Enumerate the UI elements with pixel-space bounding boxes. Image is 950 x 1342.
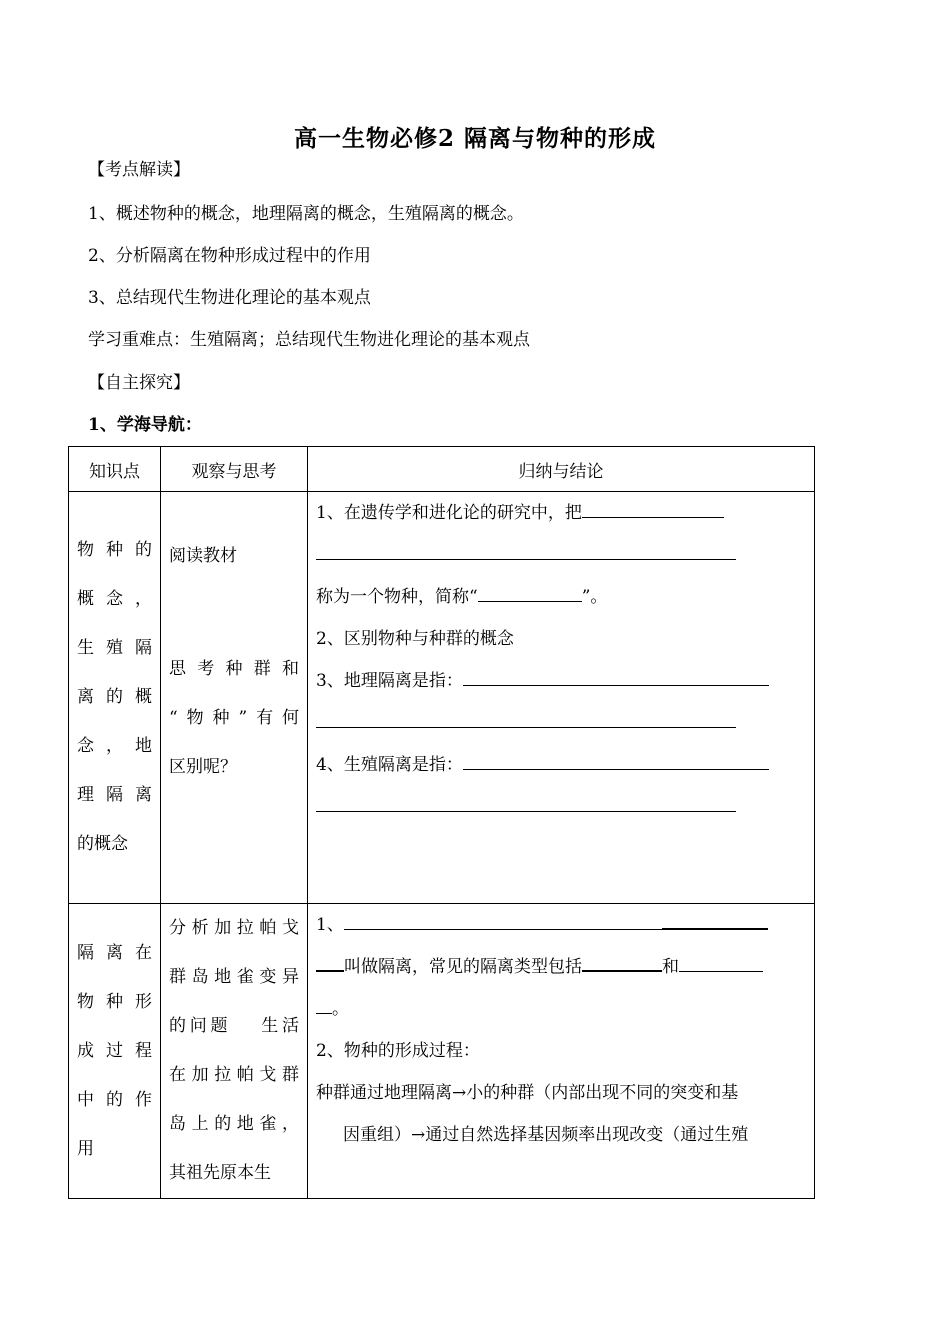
conclusion-cell: 1、在遗传学和进化论的研究中，把 称为一个物种，简称“ ”。 2、区别物种与种群的概念 3、地理隔离是指： 4、生殖隔离是指： xyxy=(308,492,815,904)
fill-blank[interactable] xyxy=(582,499,724,518)
header-observe-think: 观察与思考 xyxy=(161,447,308,492)
fill-blank[interactable] xyxy=(582,952,662,972)
objective-item-1: 1、概述物种的概念，地理隔离的概念，生殖隔离的概念。 xyxy=(88,204,524,224)
observe-think-cell: 分析加拉帕戈 群岛地雀变异 的问题 生活 在加拉帕戈群 岛上的地雀， 其祖先原本生 xyxy=(161,904,308,1199)
fill-blank[interactable] xyxy=(463,751,769,770)
knowledge-point-cell: 隔 离 在 物 种 形 成 过 程 中 的 作 用 xyxy=(69,904,161,1199)
table-header-row xyxy=(69,447,815,492)
study-table xyxy=(68,446,815,1199)
observe-think-cell: 阅读教材 思 考 种 群 和 “物种”有何 区别呢？ xyxy=(161,492,308,904)
objective-item-2: 2、分析隔离在物种形成过程中的作用 xyxy=(88,246,371,266)
fill-blank[interactable] xyxy=(316,793,736,812)
fill-blank[interactable] xyxy=(478,583,582,602)
section-heading-self-study: 【自主探究】 xyxy=(88,373,190,393)
table-row xyxy=(69,492,815,904)
fill-blank[interactable] xyxy=(463,667,769,686)
section-heading-exam-points: 【考点解读】 xyxy=(88,160,190,180)
conclusion-cell: 1、 叫做隔离，常见的隔离类型包括 和 。 2、物种的形成过程： 种群通过地理隔离→小的种群（内部出现不同的突变和基 因重组）→通过自然选择基因频率出现改变（通过生殖 xyxy=(308,904,815,1199)
table-row xyxy=(69,904,815,1199)
fill-blank[interactable] xyxy=(316,995,332,1014)
page-title: 高一生物必修2 隔离与物种的形成 xyxy=(293,125,656,152)
fill-blank[interactable] xyxy=(679,953,763,972)
header-knowledge-point: 知识点 xyxy=(69,447,161,492)
knowledge-point-cell: 物 种 的 概 念 ， 生 殖 隔 离 的 概 念 ， 地 理 隔 离 的概念 xyxy=(69,492,161,904)
key-difficult-points: 学习重难点：生殖隔离；总结现代生物进化理论的基本观点 xyxy=(88,330,530,350)
fill-blank[interactable] xyxy=(316,541,736,560)
fill-blank[interactable] xyxy=(662,910,768,930)
fill-blank[interactable] xyxy=(344,911,662,930)
fill-blank[interactable] xyxy=(316,709,736,728)
fill-blank[interactable] xyxy=(316,952,344,972)
header-summary-conclusion: 归纳与结论 xyxy=(308,447,815,492)
objective-item-3: 3、总结现代生物进化理论的基本观点 xyxy=(88,288,371,308)
sub-heading-navigation: 1、学海导航： xyxy=(88,415,202,435)
